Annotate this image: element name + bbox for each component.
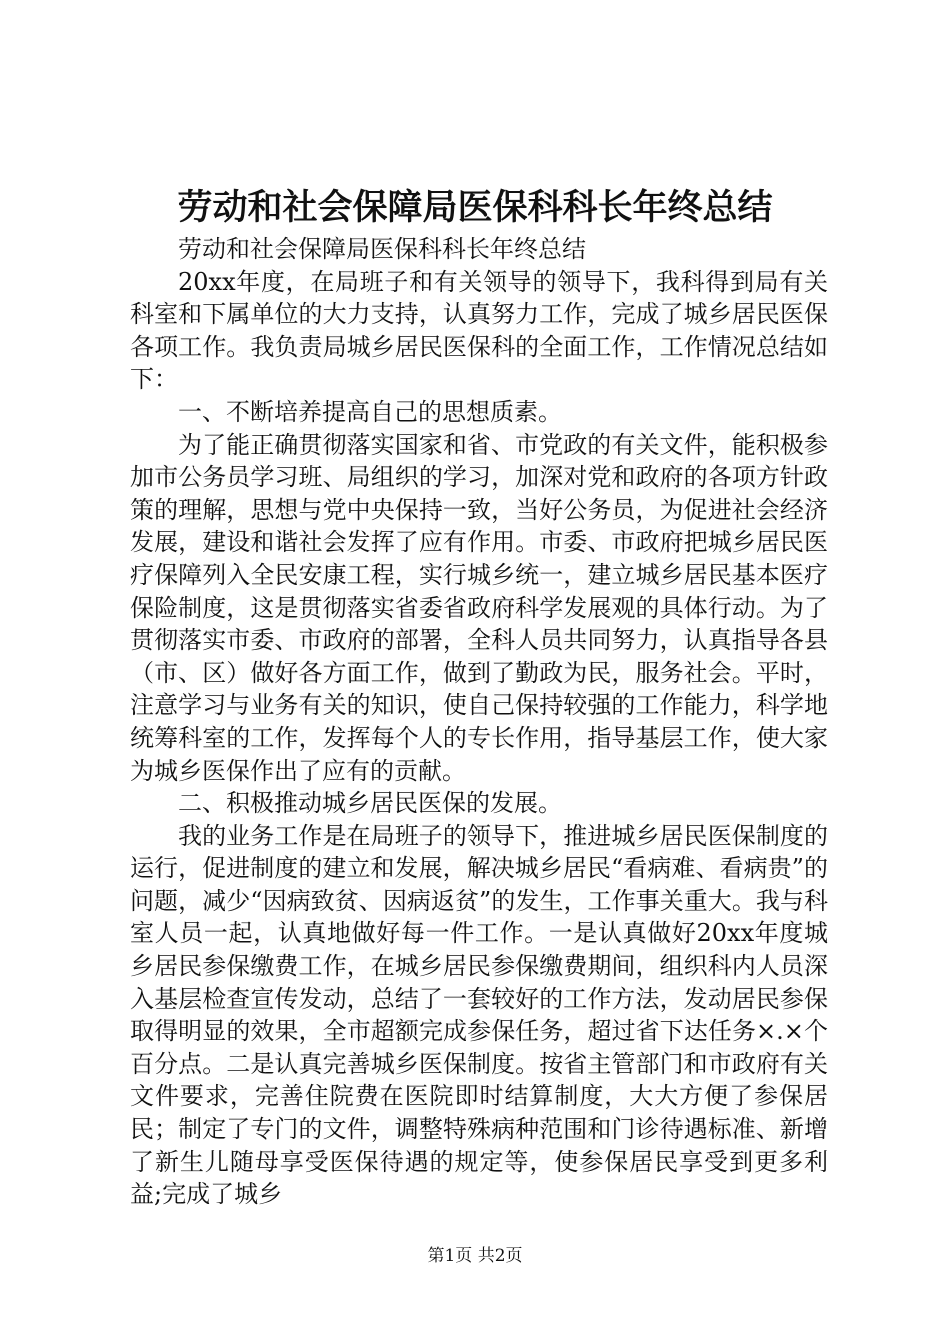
- document-body: [130, 233, 828, 1211]
- intro-paragraph: 20xx年度，在局班子和有关领导的领导下，我科得到局有关科室和下属单位的大力支持，认真努力工作，完成了城乡居民医保各项工作。我负责局城乡居民医保科的全面工作，工作情况总结如下：: [130, 267, 828, 394]
- subtitle-paragraph: 劳动和社会保障局医保科科长年终总结: [178, 235, 586, 263]
- section-heading-2: 二、积极推动城乡居民医保的发展。: [178, 789, 562, 818]
- section-heading-1: 一、不断培养提高自己的思想质素。: [178, 397, 562, 426]
- section-2-paragraph: 我的业务工作是在局班子的领导下，推进城乡居民医保制度的运行，促进制度的建立和发展，解决城乡居民“看病难、看病贵”的问题，减少“因病致贫、因病返贫”的发生，工作事关重大。我与科室人员一起，认真地做好每一件工作。一是认真做好20xx年度城乡居民参保缴费工作，在城乡居民参保缴费期间，组织科内人员深入基层检查宣传发动，总结了一套较好的工作方法，发动居民参保取得明显的效果，全市超额完成参保任务，超过省下达任务×.×个百分点。二是认真完善城乡医保制度。按省主管部门和市政府有关文件要求，完善住院费在医院即时结算制度，大大方便了参保居民；制定了专门的文件，调整特殊病种范围和门诊待遇标准、新增了新生儿随母享受医保待遇的规定等，使参保居民享受到更多利益;完成了城乡: [130, 821, 828, 1209]
- document-title: 劳动和社会保障局医保科科长年终总结: [177, 187, 773, 228]
- section-1-paragraph: 为了能正确贯彻落实国家和省、市党政的有关文件，能积极参加市公务员学习班、局组织的学习，加深对党和政府的各项方针政策的理解，思想与党中央保持一致，当好公务员，为促进社会经济发展，建设和谐社会发挥了应有作用。市委、市政府把城乡居民医疗保障列入全民安康工程，实行城乡统一，建立城乡居民基本医疗保险制度，这是贯彻落实省委省政府科学发展观的具体行动。为了贯彻落实市委、市政府的部署，全科人员共同努力，认真指导各县（市、区）做好各方面工作，做到了勤政为民，服务社会。平时，注意学习与业务有关的知识，使自己保持较强的工作能力，科学地统筹科室的工作，发挥每个人的专长作用，指导基层工作，使大家为城乡医保作出了应有的贡献。: [130, 430, 828, 785]
- page-footer: 第1页 共2页: [427, 1246, 523, 1266]
